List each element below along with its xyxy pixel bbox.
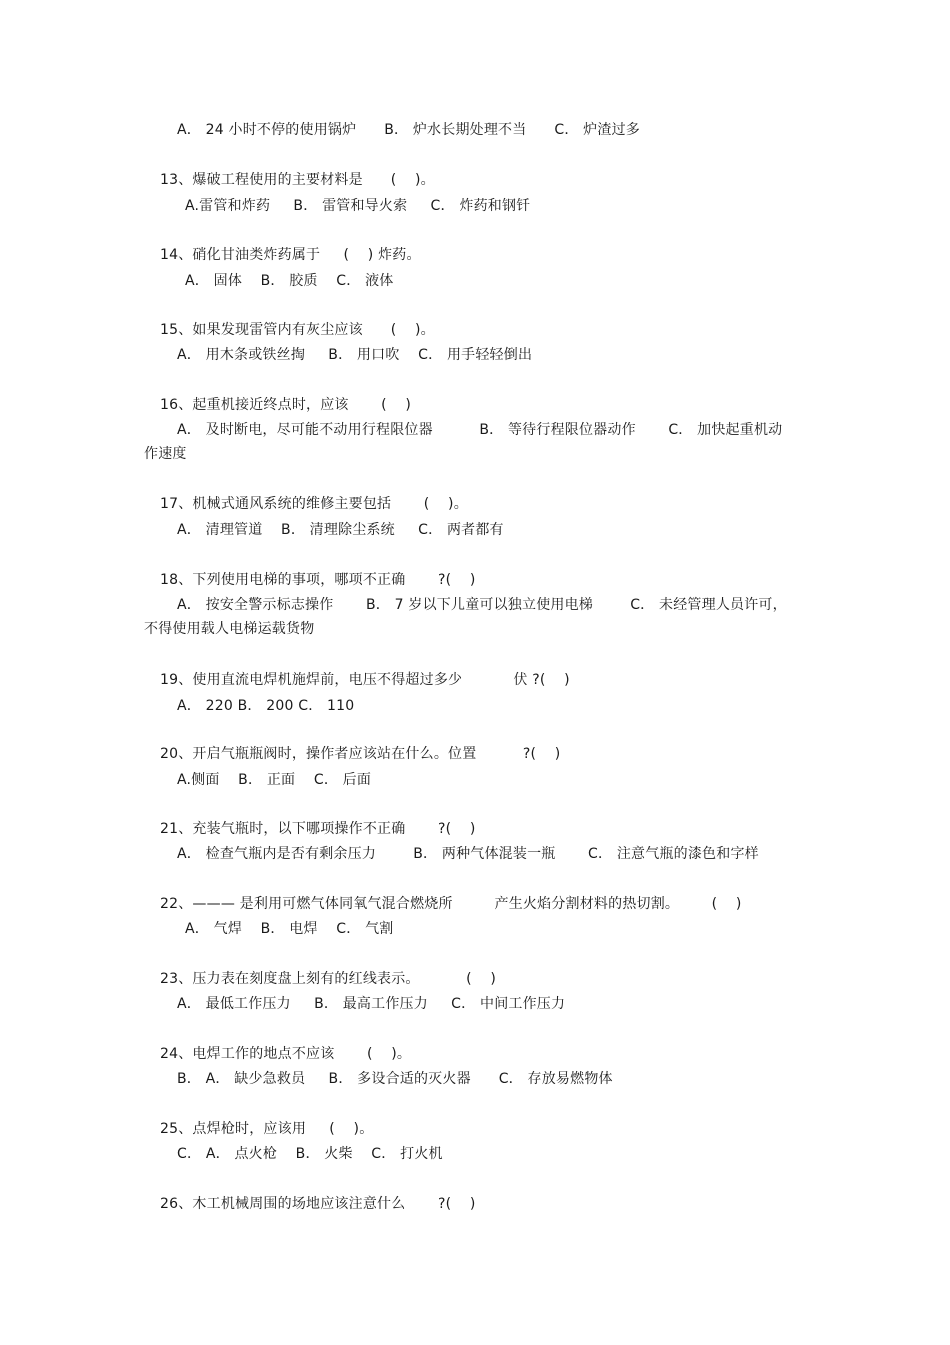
q22-question: 22、——— 是利用可燃气体同氧气混合燃烧所 产生火焰分割材料的热切割。 ( ) — [160, 896, 742, 912]
q16-options: A． 及时断电，尽可能不动用行程限位器 B． 等待行程限位器动作 C． 加快起重机动 — [177, 422, 783, 438]
q20-options: A.侧面 B． 正面 C． 后面 — [177, 772, 372, 788]
q22-options: A． 气焊 B． 电焊 C． 气割 — [185, 921, 394, 937]
q14-question: 14、硝化甘油类炸药属于 ( ) 炸药。 — [160, 247, 421, 263]
q13-question: 13、爆破工程使用的主要材料是 ( )。 — [160, 172, 435, 188]
q12-options: A． 24 小时不停的使用锅炉 B． 炉水长期处理不当 C． 炉渣过多 — [177, 122, 640, 138]
q17-options: A． 清理管道 B． 清理除尘系统 C． 两者都有 — [177, 522, 504, 538]
q21-question: 21、充装气瓶时，以下哪项操作不正确 ?( ) — [160, 821, 476, 837]
q15-question: 15、如果发现雷管内有灰尘应该 ( )。 — [160, 322, 435, 338]
q25-options: C． A． 点火枪 B． 火柴 C． 打火机 — [177, 1146, 443, 1162]
q26-question: 26、木工机械周围的场地应该注意什么 ?( ) — [160, 1196, 476, 1212]
q16-question: 16、起重机接近终点时，应该 ( ) — [160, 397, 412, 413]
q19-question: 19、使用直流电焊机施焊前，电压不得超过多少 伏 ?( ) — [160, 672, 570, 688]
q24-options: B． A． 缺少急救员 B． 多设合适的灭火器 C． 存放易燃物体 — [177, 1071, 613, 1087]
q24-question: 24、电焊工作的地点不应该 ( )。 — [160, 1046, 412, 1062]
q21-options: A． 检查气瓶内是否有剩余压力 B． 两种气体混装一瓶 C． 注意气瓶的漆色和字样 — [177, 846, 759, 862]
q15-options: A． 用木条或铁丝掏 B． 用口吹 C． 用手轻轻倒出 — [177, 347, 533, 363]
q25-question: 25、点焊枪时，应该用 ( )。 — [160, 1121, 374, 1137]
q18-options-continued: 不得使用载人电梯运载货物 — [144, 621, 315, 637]
q20-question: 20、开启气瓶瓶阀时，操作者应该站在什么。位置 ?( ) — [160, 746, 561, 762]
q14-options: A． 固体 B． 胶质 C． 液体 — [185, 273, 394, 289]
q17-question: 17、机械式通风系统的维修主要包括 ( )。 — [160, 496, 468, 512]
q16-options-continued: 作速度 — [144, 446, 187, 462]
q23-options: A． 最低工作压力 B． 最高工作压力 C． 中间工作压力 — [177, 996, 566, 1012]
q18-question: 18、下列使用电梯的事项，哪项不正确 ?( ) — [160, 572, 476, 588]
q13-options: A.雷管和炸药 B． 雷管和导火索 C． 炸药和钢钎 — [185, 198, 531, 214]
q18-options: A． 按安全警示标志操作 B． 7 岁以下儿童可以独立使用电梯 C． 未经管理人员许可， — [177, 597, 787, 613]
q23-question: 23、压力表在刻度盘上刻有的红线表示。 ( ) — [160, 971, 497, 987]
q19-options: A． 220 B． 200 C． 110 — [177, 698, 355, 714]
